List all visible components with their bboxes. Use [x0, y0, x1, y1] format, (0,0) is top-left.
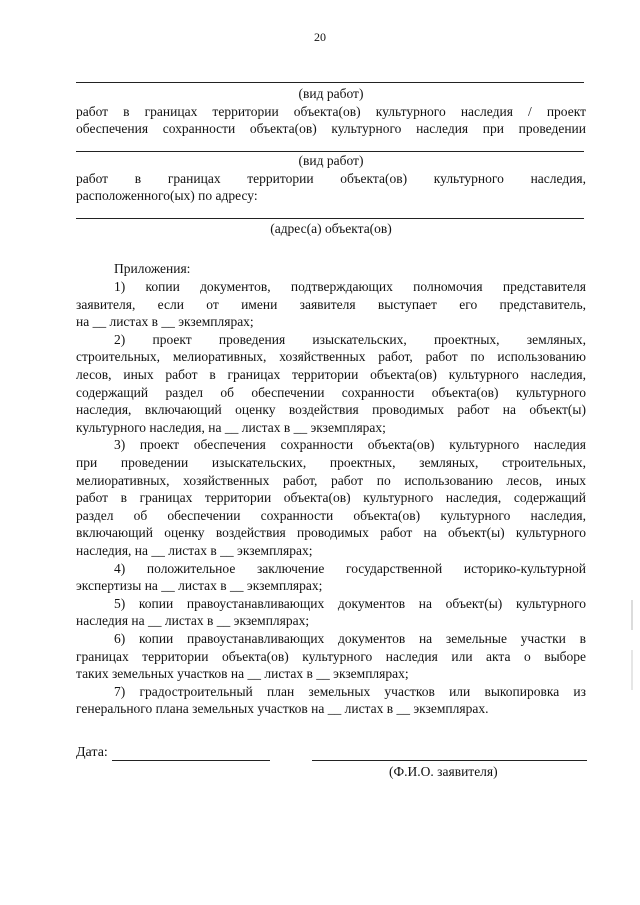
attachment-line: лесов, иных работ в границах территории объекта(ов) культурного наследия, — [76, 367, 586, 382]
para-a-line-1: работ в границах территории объекта(ов) культурного наследия / проект — [76, 104, 586, 119]
address-caption: (адрес(а) объекта(ов) — [270, 221, 392, 236]
attachment-line: мелиоративных, хозяйственных работ, работ по использованию лесов, иных — [76, 472, 586, 488]
attachment-line: культурного наследия, на __ листах в __ экземплярах; — [76, 419, 386, 435]
para-a-line-2: обеспечения сохранности объекта(ов) культурного наследия при проведении — [76, 121, 586, 136]
attachment-line: 4) положительное заключение государственной историко-культурной — [114, 560, 586, 576]
attachment-line: наследия, на __ листах в __ экземплярах; — [76, 543, 313, 558]
attachment-line: наследия, включающий оценку воздействия проводимых работ на объект(ы) — [76, 402, 586, 418]
attachment-line: 3) проект обеспечения сохранности объекта(ов) культурного наследия — [114, 437, 586, 453]
attachment-line: 6) копии правоустанавливающих документов на земельные участки в — [114, 631, 586, 646]
attachment-line: работ в границах территории объекта(ов) культурного наследия, содержащий — [76, 490, 586, 506]
attachment-line: 2) проект проведения изыскательских, проектных, земляных, — [114, 331, 586, 347]
attachments-title: Приложения: — [114, 261, 191, 276]
date-label: Дата: — [76, 745, 108, 760]
address-blank-line — [76, 218, 584, 219]
work-type-blank-line-2 — [76, 151, 584, 152]
attachment-line: строительных, мелиоративных, хозяйственных работ, работ по использованию — [76, 349, 586, 365]
applicant-caption: (Ф.И.О. заявителя) — [389, 764, 498, 779]
scan-edge-mark — [631, 650, 633, 690]
attachment-line: 5) копии правоустанавливающих документов на объект(ы) культурного — [114, 595, 586, 611]
date-blank-line — [112, 760, 270, 761]
attachment-line: генерального плана земельных участков на __ листах в __ экземплярах. — [76, 701, 489, 717]
attachment-line: границах территории объекта(ов) культурного наследия или акта о выборе — [76, 648, 586, 664]
para-b-line-2: расположенного(ых) по адресу: — [76, 188, 258, 203]
signature-blank-line — [312, 760, 587, 761]
attachment-line: 7) градостроительный план земельных участков или выкопировка из — [114, 683, 586, 699]
attachment-line: таких земельных участков на __ листах в __ экземплярах; — [76, 666, 409, 682]
work-type-caption-2: (вид работ) — [298, 153, 364, 168]
attachment-line: включающий оценку воздействия проводимых работ на объект(ы) культурного — [76, 525, 586, 541]
attachment-line: заявителя, если от имени заявителя выступает его представитель, — [76, 296, 586, 312]
scan-edge-mark — [631, 600, 633, 630]
work-type-blank-line-1 — [76, 82, 584, 83]
attachment-line: содержащий раздел об обеспечении сохранности объекта(ов) культурного — [76, 384, 586, 400]
attachment-line: раздел об обеспечении сохранности объекта(ов) культурного наследия, — [76, 507, 586, 523]
para-b-line-1: работ в границах территории объекта(ов) культурного наследия, — [76, 171, 586, 186]
attachment-line: на __ листах в __ экземплярах; — [76, 314, 254, 330]
work-type-caption-1: (вид работ) — [298, 86, 364, 101]
attachment-line: наследия на __ листах в __ экземплярах; — [76, 613, 310, 629]
attachment-line: 1) копии документов, подтверждающих полномочия представителя — [114, 279, 586, 294]
page-number: 20 — [314, 30, 326, 44]
attachment-line: экспертизы на __ листах в __ экземплярах; — [76, 578, 323, 594]
attachment-line: при проведении изыскательских, проектных, земляных, строительных, — [76, 455, 586, 470]
